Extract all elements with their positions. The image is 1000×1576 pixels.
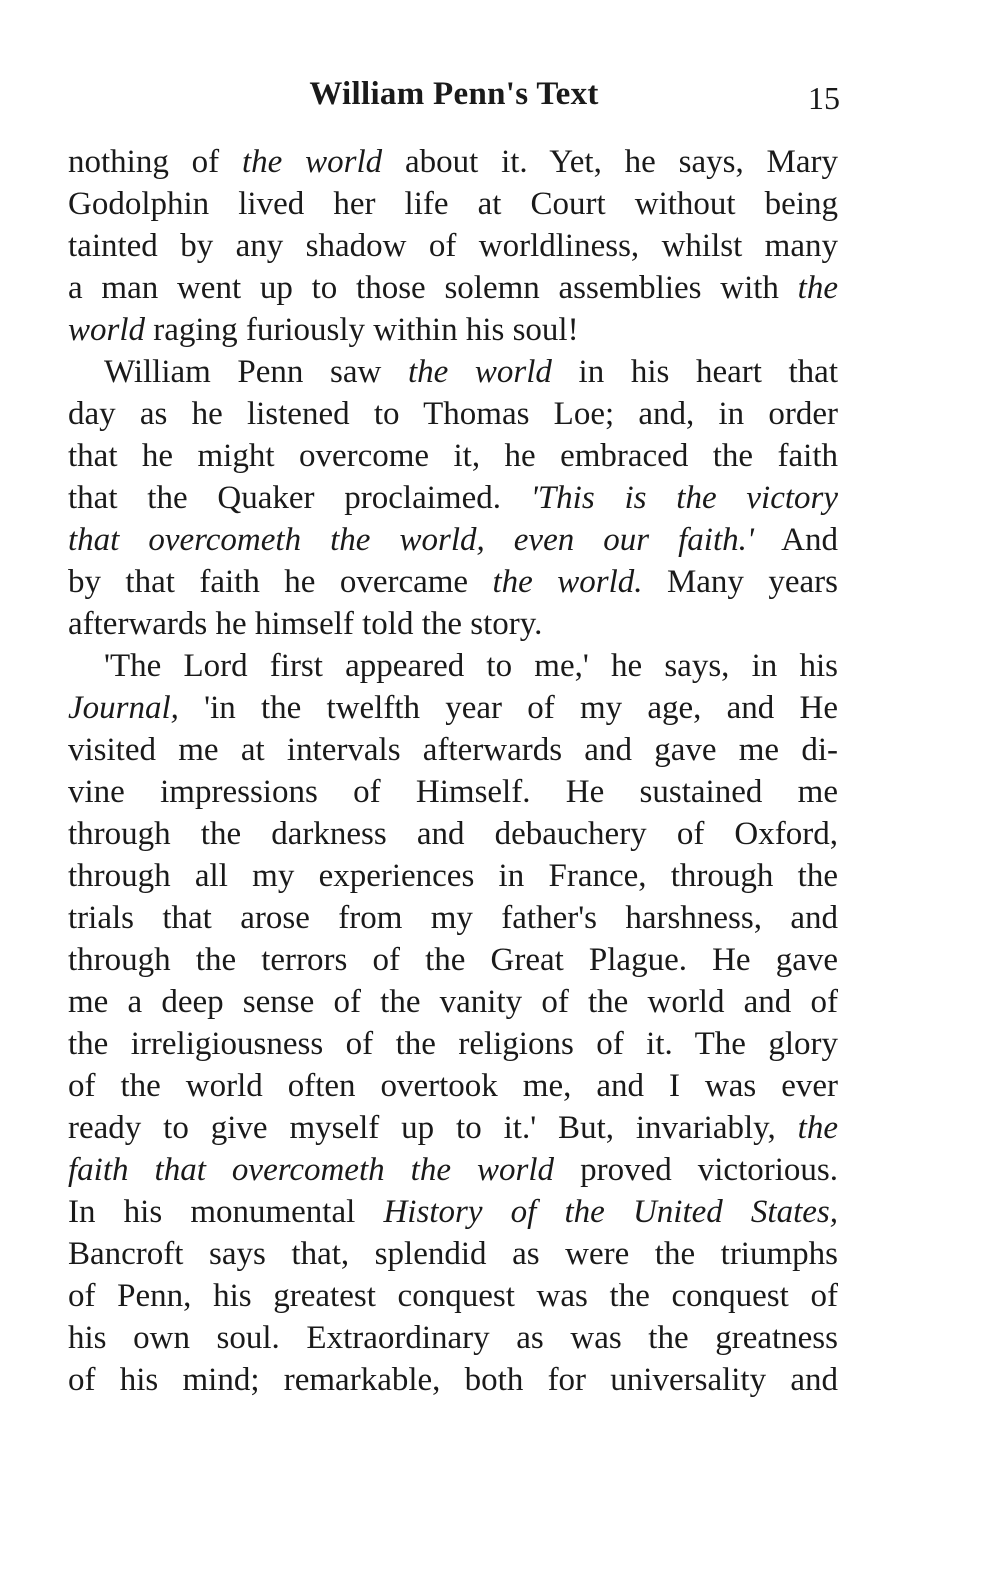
text-run: ready to give myself up to it.' But, invariably,	[68, 1110, 798, 1146]
text-run: vine impressions of Himself. He sustained me	[68, 774, 838, 810]
text-run: And	[753, 522, 838, 558]
text-run: day as he listened to Thomas Loe; and, in order	[68, 396, 838, 432]
text-run: proved victorious.	[554, 1152, 838, 1188]
text-run: William Penn saw	[104, 354, 408, 390]
text-run: through the terrors of the Great Plague. He gave	[68, 942, 838, 978]
text-line	[68, 393, 838, 435]
running-title: William Penn's Text	[309, 76, 599, 112]
text-line	[68, 981, 838, 1023]
text-line	[68, 351, 838, 393]
text-line	[68, 897, 838, 939]
text-run: trials that arose from my father's harshness, and	[68, 900, 838, 936]
text-run: of the world often overtook me, and I was ever	[68, 1068, 838, 1104]
body-text	[68, 141, 838, 1401]
text-line	[68, 519, 838, 561]
text-run: about it. Yet, he says, Mary	[382, 144, 838, 180]
text-run: me a deep sense of the vanity of the world and of	[68, 984, 838, 1020]
text-line	[68, 309, 838, 351]
italic-text: the world	[407, 354, 552, 390]
page-header	[68, 72, 840, 116]
italic-text: that overcometh the world, even our faith.'	[68, 522, 754, 558]
text-line	[68, 1107, 838, 1149]
text-run: Many years	[642, 564, 838, 600]
text-run: Bancroft says that, splendid as were the triumphs	[68, 1236, 838, 1272]
text-run: through all my experiences in France, through the	[68, 858, 838, 894]
text-line	[68, 771, 838, 813]
text-run: his own soul. Extraordinary as was the greatness	[68, 1320, 838, 1356]
text-line	[68, 813, 838, 855]
text-run: a man went up to those solemn assemblies with	[68, 270, 798, 306]
text-line	[68, 1191, 838, 1233]
text-line	[68, 939, 838, 981]
text-line	[68, 183, 838, 225]
text-run: in his heart that	[551, 354, 838, 390]
text-line	[68, 729, 838, 771]
text-line	[68, 603, 838, 645]
italic-text: the world	[241, 144, 383, 180]
text-line	[68, 1023, 838, 1065]
text-run: of his mind; remarkable, both for universality and	[68, 1362, 838, 1398]
text-run: In his monumental	[68, 1194, 384, 1230]
italic-text: 'This is the victory	[530, 480, 838, 516]
italic-text: History of the United States,	[383, 1194, 838, 1230]
text-line	[68, 645, 838, 687]
text-line	[68, 687, 838, 729]
text-run: afterwards he himself told the story.	[68, 606, 543, 642]
text-line	[68, 141, 838, 183]
text-run: of Penn, his greatest conquest was the conquest of	[68, 1278, 838, 1314]
italic-text: the	[797, 270, 838, 306]
text-line	[68, 225, 838, 267]
text-run: Godolphin lived her life at Court without being	[68, 186, 838, 222]
text-line	[68, 1275, 838, 1317]
text-line	[68, 1149, 838, 1191]
italic-text: the world.	[492, 564, 643, 600]
italic-text: the	[797, 1110, 838, 1146]
text-run: through the darkness and debauchery of Oxford,	[68, 816, 838, 852]
text-run: that he might overcome it, he embraced the faith	[68, 438, 838, 474]
text-line	[68, 477, 838, 519]
text-run: by that faith he overcame	[68, 564, 493, 600]
text-run: 'The Lord first appeared to me,' he says, in his	[104, 648, 838, 684]
text-line	[68, 435, 838, 477]
text-run: that the Quaker proclaimed.	[68, 480, 531, 516]
italic-text: faith that overcometh the world	[68, 1152, 555, 1188]
page-number: 15	[808, 80, 840, 116]
text-line	[68, 1317, 838, 1359]
italic-text: world	[68, 312, 146, 348]
italic-text: Journal,	[68, 690, 179, 726]
text-run: visited me at intervals afterwards and gave me di-	[68, 732, 838, 768]
text-line	[68, 267, 838, 309]
text-run: nothing of	[68, 144, 242, 180]
text-line	[68, 561, 838, 603]
text-run: tainted by any shadow of worldliness, whilst many	[68, 228, 838, 264]
text-line	[68, 1233, 838, 1275]
text-run: the irreligiousness of the religions of it. The glory	[68, 1026, 838, 1062]
text-run: 'in the twelfth year of my age, and He	[178, 690, 838, 726]
text-run: raging furiously within his soul!	[145, 312, 579, 348]
text-line	[68, 1359, 838, 1401]
text-line	[68, 855, 838, 897]
text-line	[68, 1065, 838, 1107]
